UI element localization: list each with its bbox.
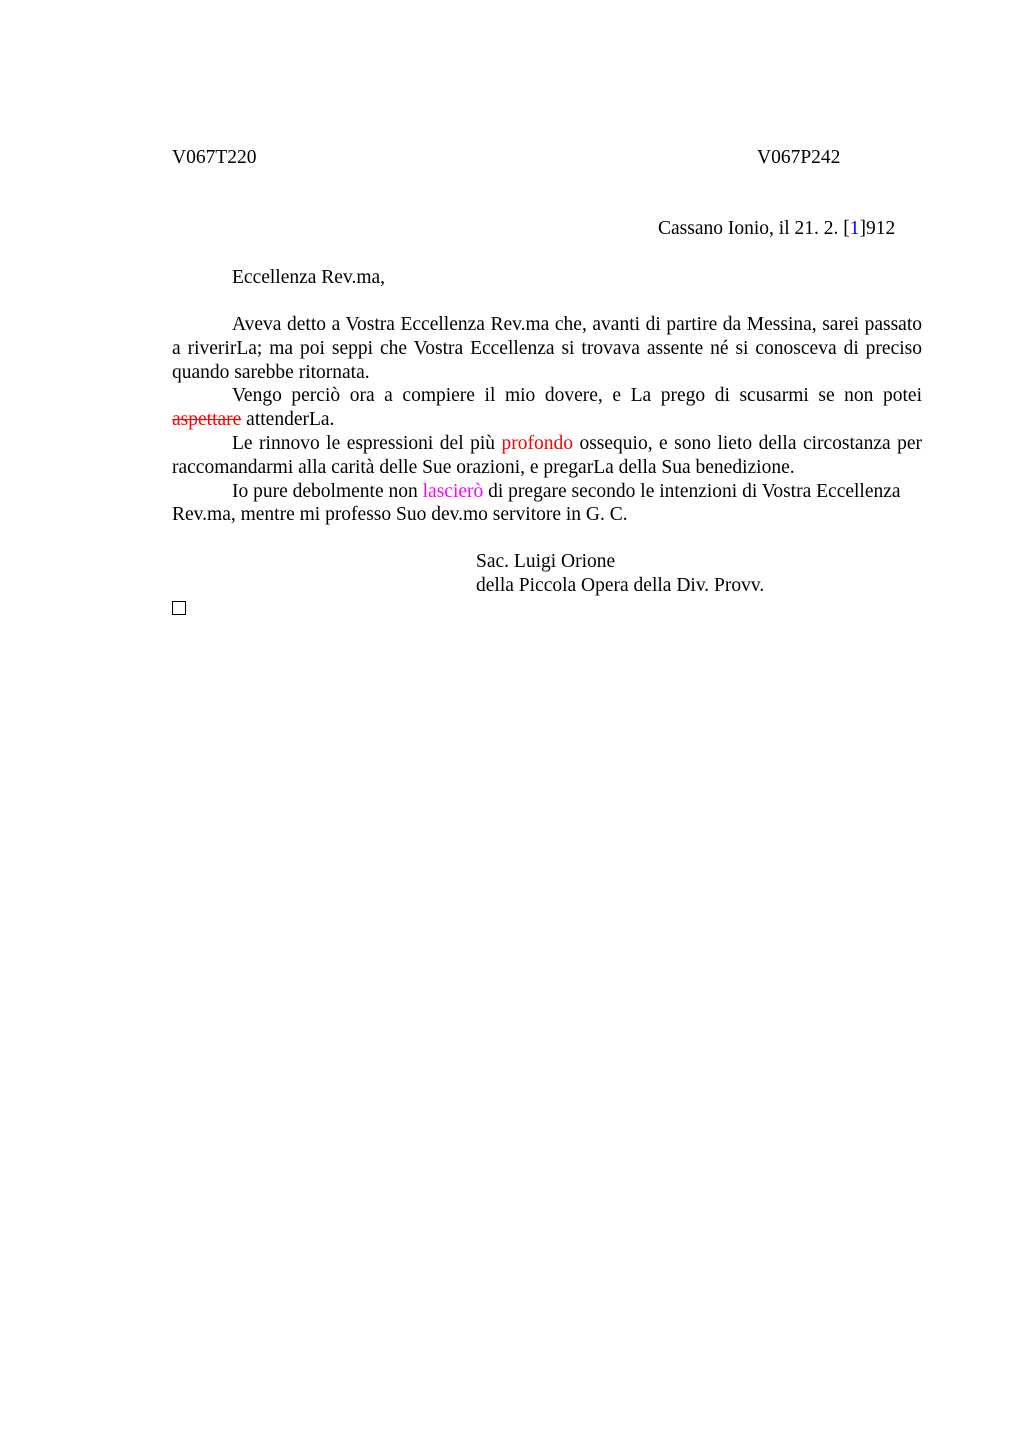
paragraph-2-text-after: attenderLa. xyxy=(241,409,335,431)
empty-square-icon xyxy=(172,601,186,615)
paragraph-3-text-before: Le rinnovo le espressioni del più xyxy=(232,432,502,454)
document-code-right: V067P242 xyxy=(757,147,841,168)
paragraph-4-text-before: Io pure debolmente non xyxy=(232,480,423,502)
signature-name: Sac. Luigi Orione xyxy=(476,551,616,572)
salutation: Eccellenza Rev.ma, xyxy=(232,267,386,288)
dateline xyxy=(658,217,895,241)
paragraph-4 xyxy=(172,480,922,528)
dateline-restored-digit: 1 xyxy=(849,218,860,239)
highlighted-word-magenta: lascierò xyxy=(422,480,484,502)
signature-organization: della Piccola Opera della Div. Provv. xyxy=(476,575,765,596)
paragraph-3-text-after: ossequio, e sono lieto della circostanza per raccomandarmi alla carità delle Sue orazioni, e pregarLa della Sua benedizione. xyxy=(172,432,922,478)
paragraph-4-text-after: di pregare secondo le intenzioni di Vostra Eccellenza Rev.ma, mentre mi professo Suo dev.mo servitore in G. C. xyxy=(172,480,901,526)
dateline-suffix: ]912 xyxy=(859,218,896,239)
paragraph-2 xyxy=(172,384,922,432)
paragraph-2-text-before: Vengo perciò ora a compiere il mio dovere, e La prego di scusarmi se non potei xyxy=(232,385,922,407)
letter-body xyxy=(172,313,922,527)
deleted-word: aspettare xyxy=(172,409,242,431)
paragraph-1: Aveva detto a Vostra Eccellenza Rev.ma che, avanti di partire da Messina, sarei passato a riverirLa; ma poi seppi che Vostra Eccellenza si trovava assente né si conosceva di preciso quando sarebbe ritornata. xyxy=(172,314,922,383)
document-code-left: V067T220 xyxy=(172,147,257,168)
highlighted-word-red: profondo xyxy=(501,432,573,454)
dateline-prefix: Cassano Ionio, il 21. 2. [ xyxy=(658,218,850,239)
paragraph-3 xyxy=(172,432,922,480)
